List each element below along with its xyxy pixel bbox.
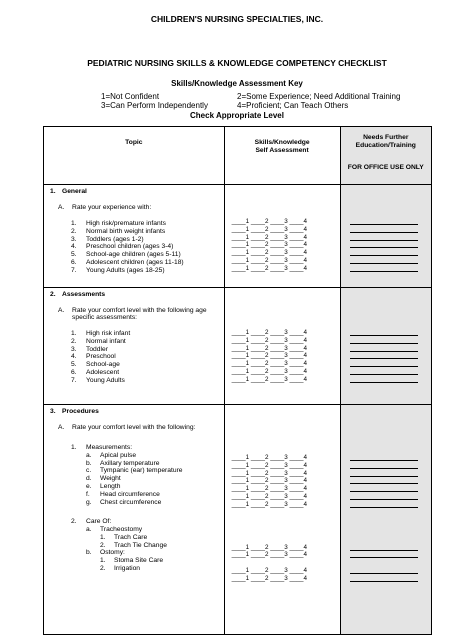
section-title: Assessments — [62, 291, 106, 298]
rating-scale-row[interactable] — [225, 485, 340, 493]
needs-training-field[interactable] — [341, 241, 431, 249]
office-use-label: FOR OFFICE USE ONLY — [347, 164, 424, 171]
subsection-letter: A. — [58, 204, 65, 211]
needs-training-field[interactable] — [341, 454, 431, 462]
needs-training-field[interactable] — [341, 226, 431, 234]
rating-scale-row[interactable] — [225, 257, 340, 265]
item-number: c. — [86, 467, 92, 475]
item-number: 4. — [71, 243, 77, 251]
rating-scale[interactable]: ____1 ____2 ____3 ____4 — [231, 461, 307, 469]
item-number: 6. — [71, 368, 77, 376]
item-number: 2. — [71, 337, 77, 345]
ostomy-label: Ostomy: — [100, 549, 125, 557]
rating-scale[interactable]: ____1 ____2 ____3 ____4 — [231, 264, 307, 272]
list-item — [44, 542, 224, 550]
item-number: 5. — [71, 361, 77, 369]
rating-scale-row[interactable] — [225, 551, 340, 559]
rating-scale[interactable]: ____1 ____2 ____3 ____4 — [231, 360, 307, 368]
blank-line[interactable] — [350, 557, 418, 558]
rating-scale[interactable]: ____1 ____2 ____3 ____4 — [231, 233, 307, 241]
list-item — [44, 499, 224, 507]
item-number: e. — [86, 482, 92, 490]
list-item — [44, 460, 224, 468]
item-number: 4. — [71, 353, 77, 361]
measurements-label: Measurements: — [86, 444, 133, 451]
item-text: Young Adults — [86, 376, 125, 384]
rating-scale-row[interactable] — [225, 368, 340, 376]
item-text: Tympanic (ear) temperature — [100, 467, 183, 475]
rating-scale[interactable]: ____1 ____2 ____3 ____4 — [231, 225, 307, 233]
section-procedures — [44, 405, 432, 635]
item-number: 2. — [100, 564, 106, 572]
item-number: 7. — [71, 376, 77, 384]
rating-scale-row[interactable] — [225, 352, 340, 360]
rating-scale-row[interactable] — [225, 329, 340, 337]
rating-scale-row[interactable] — [225, 337, 340, 345]
rating-scale[interactable]: ____1 ____2 ____3 ____4 — [231, 477, 307, 485]
rating-scale-row[interactable] — [225, 575, 340, 583]
needs-training-field[interactable] — [341, 368, 431, 376]
item-number: 1. — [71, 220, 77, 227]
rating-scale-row[interactable] — [225, 470, 340, 478]
blank-line[interactable] — [350, 271, 418, 272]
list-item — [44, 353, 224, 361]
item-text: Preschool — [86, 353, 116, 361]
care-number: 2. — [71, 518, 77, 526]
rating-scale-row[interactable] — [225, 241, 340, 249]
rating-scale[interactable]: ____1 ____2 ____3 ____4 — [231, 375, 307, 383]
skills-header-line2: Self Assessment — [255, 147, 309, 154]
needs-training-field[interactable] — [341, 265, 431, 273]
trach-letter: a. — [86, 525, 92, 533]
skills-column-header — [224, 127, 340, 185]
rating-scale[interactable]: ____1 ____2 ____3 ____4 — [231, 241, 307, 249]
rating-scale-row[interactable] — [225, 345, 340, 353]
list-item — [44, 361, 224, 369]
rating-scale[interactable]: ____1 ____2 ____3 ____4 — [231, 492, 307, 500]
rating-scale[interactable]: ____1 ____2 ____3 ____4 — [231, 336, 307, 344]
tracheostomy-label: Tracheostomy — [100, 525, 143, 533]
rating-scale[interactable]: ____1 ____2 ____3 ____4 — [231, 367, 307, 375]
needs-training-field[interactable] — [341, 329, 431, 337]
rating-scale[interactable]: ____1 ____2 ____3 ____4 — [231, 566, 307, 574]
rating-scale[interactable]: ____1 ____2 ____3 ____4 — [231, 352, 307, 360]
list-item — [44, 228, 224, 236]
needs-training-field[interactable] — [341, 234, 431, 242]
needs-training-field[interactable] — [341, 249, 431, 257]
item-number: 1. — [100, 533, 106, 541]
list-item — [44, 330, 224, 338]
rating-scale-row[interactable] — [225, 462, 340, 470]
item-number: a. — [86, 451, 92, 459]
item-number: b. — [86, 459, 92, 467]
item-text: Adolescent children (ages 11-18) — [86, 258, 184, 266]
needs-training-field[interactable] — [341, 493, 431, 501]
rating-scale[interactable]: ____1 ____2 ____3 ____4 — [231, 344, 307, 352]
rating-scale[interactable]: ____1 ____2 ____3 ____4 — [231, 454, 307, 461]
needs-training-field[interactable] — [341, 567, 431, 575]
item-number: 2. — [100, 541, 106, 549]
check-level-instruction: Check Appropriate Level — [190, 111, 284, 120]
rating-scale-row[interactable] — [225, 501, 340, 509]
needs-header-line1: Needs Further — [363, 134, 409, 141]
general-item-list — [44, 220, 224, 275]
section-number: 1. — [50, 188, 56, 195]
rating-scale-row[interactable] — [225, 454, 340, 462]
needs-training-field[interactable] — [341, 544, 431, 552]
procedures-rating-cell — [224, 405, 340, 635]
list-item — [44, 475, 224, 483]
list-item — [44, 259, 224, 267]
general-topic-cell — [44, 185, 225, 288]
assessments-rating-cell — [224, 288, 340, 405]
assessment-key-title: Skills/Knowledge Assessment Key — [171, 79, 303, 88]
assessments-item-list — [44, 330, 224, 385]
rating-scale[interactable]: ____1 ____2 ____3 ____4 — [231, 543, 307, 551]
needs-column-header — [340, 127, 431, 185]
item-text: Chest circumference — [100, 498, 162, 506]
item-text: Normal infant — [86, 337, 126, 345]
rating-scale-row[interactable] — [225, 477, 340, 485]
organization-name: CHILDREN'S NURSING SPECIALTIES, INC. — [150, 14, 324, 24]
item-number: g. — [86, 498, 92, 506]
item-number: 1. — [71, 330, 77, 337]
item-text: Trach Tie Change — [114, 541, 167, 549]
rating-scale[interactable]: ____1 ____2 ____3 ____4 — [231, 256, 307, 264]
skills-header-line1: Skills/Knowledge — [254, 139, 310, 146]
item-text: Axillary temperature — [100, 459, 160, 467]
item-number: f. — [86, 490, 90, 498]
list-item — [44, 377, 224, 385]
needs-training-field[interactable] — [341, 337, 431, 345]
item-number: 2. — [71, 227, 77, 235]
needs-training-field[interactable] — [341, 376, 431, 384]
rating-scale-row[interactable] — [225, 218, 340, 226]
section-assessments — [44, 288, 432, 405]
key-not-confident: 1=Not Confident — [101, 92, 160, 101]
procedures-item-list — [44, 444, 224, 573]
section-title: General — [62, 188, 87, 195]
list-item — [44, 534, 224, 542]
needs-training-field[interactable] — [341, 551, 431, 559]
rating-scale-row[interactable] — [225, 493, 340, 501]
needs-training-field[interactable] — [341, 470, 431, 478]
assessments-topic-cell — [44, 288, 225, 405]
item-text: Irrigation — [114, 564, 141, 572]
key-perform-independently: 3=Can Perform Independently — [101, 101, 208, 110]
rating-scale[interactable]: ____1 ____2 ____3 ____4 — [231, 329, 307, 336]
blank-line[interactable] — [350, 507, 418, 508]
list-item — [44, 346, 224, 354]
needs-training-field[interactable] — [341, 345, 431, 353]
assessments-needs-cell — [340, 288, 431, 405]
list-item — [44, 452, 224, 460]
item-text: Stoma Site Care — [114, 557, 164, 565]
needs-training-field[interactable] — [341, 501, 431, 509]
measurements-number: 1. — [71, 444, 77, 451]
rating-scale-row[interactable] — [225, 360, 340, 368]
rating-scale-row[interactable] — [225, 567, 340, 575]
procedures-needs-cell — [340, 405, 431, 635]
item-text: Young Adults (ages 18-25) — [86, 266, 165, 274]
list-item — [44, 369, 224, 377]
item-number: 3. — [71, 235, 77, 243]
list-item — [44, 267, 224, 275]
needs-training-field[interactable] — [341, 360, 431, 368]
section-number: 2. — [50, 291, 56, 298]
list-item — [44, 565, 224, 573]
blank-line[interactable] — [350, 581, 418, 582]
key-proficient: 4=Proficient; Can Teach Others — [237, 101, 349, 110]
competency-table — [43, 126, 432, 635]
item-number: 1. — [100, 557, 106, 565]
item-number: 6. — [71, 258, 77, 266]
needs-training-field[interactable] — [341, 352, 431, 360]
item-text: Head circumference — [100, 490, 160, 498]
item-number: d. — [86, 475, 92, 483]
rating-scale[interactable]: ____1 ____2 ____3 ____4 — [231, 551, 307, 559]
list-item — [44, 467, 224, 475]
subsection-text: Rate your experience with: — [72, 204, 152, 211]
item-text: Toddlers (ages 1-2) — [86, 235, 144, 243]
list-item — [44, 236, 224, 244]
rating-scale[interactable]: ____1 ____2 ____3 ____4 — [231, 574, 307, 582]
rating-scale[interactable]: ____1 ____2 ____3 ____4 — [231, 469, 307, 477]
key-some-experience: 2=Some Experience; Need Additional Training — [237, 92, 401, 101]
needs-training-field[interactable] — [341, 257, 431, 265]
list-item — [44, 220, 224, 228]
needs-training-field[interactable] — [341, 218, 431, 226]
list-item — [44, 251, 224, 259]
item-text: School-age — [86, 361, 120, 369]
checklist-title: PEDIATRIC NURSING SKILLS & KNOWLEDGE COMPETENCY CHECKLIST — [87, 58, 387, 68]
care-label: Care Of: — [86, 518, 112, 526]
rating-scale[interactable]: ____1 ____2 ____3 ____4 — [231, 218, 307, 225]
list-item — [44, 243, 224, 251]
subsection-letter: A. — [58, 307, 65, 314]
rating-scale[interactable]: ____1 ____2 ____3 ____4 — [231, 249, 307, 257]
needs-training-field[interactable] — [341, 462, 431, 470]
item-text: Length — [100, 482, 121, 490]
section-number: 3. — [50, 408, 56, 415]
section-title: Procedures — [62, 408, 99, 415]
item-text: Trach Care — [114, 533, 148, 541]
general-rating-cell — [224, 185, 340, 288]
list-item — [44, 557, 224, 565]
item-text: Adolescent — [86, 368, 120, 376]
needs-training-field[interactable] — [341, 477, 431, 485]
needs-training-field[interactable] — [341, 485, 431, 493]
item-number: 5. — [71, 251, 77, 259]
rating-scale[interactable]: ____1 ____2 ____3 ____4 — [231, 500, 307, 508]
item-text: Apical pulse — [100, 451, 137, 459]
rating-scale[interactable]: ____1 ____2 ____3 ____4 — [231, 485, 307, 493]
rating-scale-row[interactable] — [225, 376, 340, 384]
subsection-text-line1: Rate your comfort level with the following age — [72, 307, 207, 314]
rating-scale-row[interactable] — [225, 234, 340, 242]
list-item — [44, 483, 224, 491]
rating-scale-row[interactable] — [225, 226, 340, 234]
item-number: 3. — [71, 345, 77, 353]
rating-scale-row[interactable] — [225, 249, 340, 257]
item-number: 7. — [71, 266, 77, 274]
subsection-text: Rate your comfort level with the following: — [72, 424, 196, 431]
item-text: School-age children (ages 5-11) — [86, 251, 181, 259]
ostomy-letter: b. — [86, 549, 92, 557]
list-item — [44, 491, 224, 499]
table-header-row — [44, 127, 432, 185]
rating-scale-row[interactable] — [225, 544, 340, 552]
rating-scale-row[interactable] — [225, 265, 340, 273]
procedures-topic-cell — [44, 405, 225, 635]
needs-training-field[interactable] — [341, 575, 431, 583]
subsection-text-line2: specific assessments: — [72, 314, 138, 321]
item-text: Normal birth weight infants — [86, 227, 166, 235]
needs-header-line2: Education/Training — [355, 142, 416, 149]
item-text: Toddler — [86, 345, 108, 353]
general-needs-cell — [340, 185, 431, 288]
subsection-letter: A. — [58, 424, 65, 431]
topic-column-header — [44, 127, 225, 185]
item-text: High risk infant — [86, 330, 131, 337]
list-item — [44, 338, 224, 346]
item-text: High risk/premature infants — [86, 220, 166, 227]
blank-line[interactable] — [350, 382, 418, 383]
section-general — [44, 185, 432, 288]
topic-header-label: Topic — [125, 139, 143, 146]
item-text: Weight — [100, 475, 121, 483]
item-text: Preschool children (ages 3-4) — [86, 243, 174, 251]
